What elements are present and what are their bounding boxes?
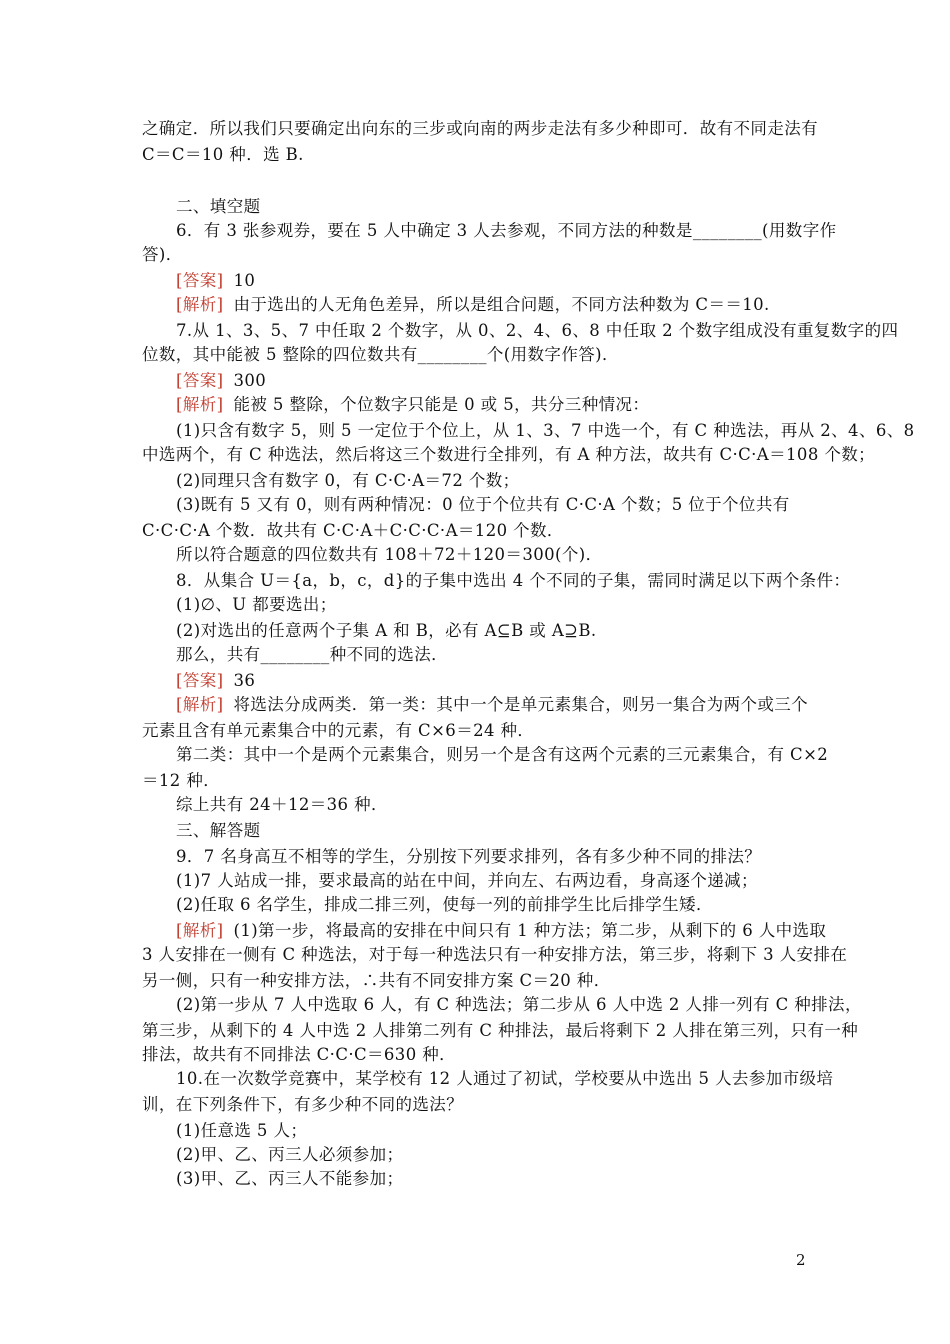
line-text: 位数，其中能被 5 整除的四位数共有________个(用数字作答)． xyxy=(142,345,619,364)
line-text: (2)对选出的任意两个子集 A 和 B，必有 A⊆B 或 A⊇B. xyxy=(176,621,597,640)
text-line xyxy=(142,519,564,543)
line-text: 那么，共有________种不同的选法． xyxy=(176,645,448,664)
line-text: 7.从 1、3、5、7 中任取 2 个数字，从 0、2、4、6、8 中任取 2 个数字组成没有重复数字的四 xyxy=(176,321,899,340)
line-text: 6．有 3 张参观券，要在 5 人中确定 3 人去参观，不同方法的种数是________(用数字作 xyxy=(176,221,837,240)
line-text: 二、填空题 xyxy=(176,197,261,216)
line-text: (2)甲、乙、丙三人必须参加； xyxy=(176,1145,404,1164)
line-text: (2)任取 6 名学生，排成二排三列，使每一列的前排学生比后排学生矮． xyxy=(176,895,713,914)
label-tag: [解析] xyxy=(176,295,224,314)
line-text: 第二类：其中一个是两个元素集合，则另一个是含有这两个元素的三元素集合，有 C×2 xyxy=(176,745,829,764)
line-text: 排法，故共有不同排法 C·C·C＝630 种． xyxy=(142,1045,457,1064)
line-text: (1)只含有数字 5，则 5 一定位于个位上，从 1、3、7 中选一个，有 C 种选法，再从 2、4、6、8 xyxy=(176,421,915,440)
text-line xyxy=(142,343,619,367)
line-text: (3)既有 5 又有 0，则有两种情况：0 位于个位共有 C·C·A 个数；5 位于个位共有 xyxy=(176,495,790,514)
line-text: 10 xyxy=(233,271,256,290)
line-text: 另一侧，只有一种安排方法，∴共有不同安排方案 C＝20 种． xyxy=(142,971,611,990)
text-line xyxy=(176,569,850,593)
line-text: 36 xyxy=(233,671,256,690)
line-text: (3)甲、乙、丙三人不能参加； xyxy=(176,1169,404,1188)
page-number: 2 xyxy=(796,1251,806,1269)
text-line xyxy=(142,1019,858,1043)
text-line xyxy=(176,993,862,1017)
answer-line xyxy=(176,393,649,417)
line-text: 3 人安排在一侧有 C 种选法，对于每一种选法只有一种安排方法，第三步，将剩下 3 人安排在 xyxy=(142,945,848,964)
line-text: 三、解答题 xyxy=(176,821,261,840)
text-line xyxy=(176,619,597,643)
text-line xyxy=(176,319,898,343)
label-tag: [解析] xyxy=(176,695,224,714)
line-text: ＝12 种． xyxy=(142,771,221,790)
text-line xyxy=(176,469,520,493)
text-line xyxy=(142,1043,456,1067)
line-text: C＝C＝10 种．选 B. xyxy=(142,145,304,164)
text-line xyxy=(176,743,828,767)
text-line xyxy=(176,793,388,817)
line-text: 元素且含有单元素集合中的元素，有 C×6＝24 种． xyxy=(142,721,535,740)
line-text: 答)． xyxy=(142,245,183,264)
text-line xyxy=(176,893,713,917)
text-line xyxy=(176,1143,403,1167)
answer-line xyxy=(176,293,770,317)
text-line xyxy=(142,143,304,167)
line-text: 10.在一次数学竞赛中，某学校有 12 人通过了初试，学校要从中选出 5 人去参加市级培 xyxy=(176,1069,834,1088)
label-tag: [答案] xyxy=(176,371,224,390)
label-tag: [答案] xyxy=(176,271,224,290)
answer-line xyxy=(176,669,255,693)
line-text: 第三步，从剩下的 4 人中选 2 人排第二列有 C 种排法，最后将剩下 2 人排在第三列，只有一种 xyxy=(142,1021,859,1040)
text-line xyxy=(176,493,790,517)
label-tag: [解析] xyxy=(176,921,224,940)
line-text: (1)任意选 5 人； xyxy=(176,1121,308,1140)
text-line xyxy=(142,243,183,267)
line-text: (2)同理只含有数字 0，有 C·C·A＝72 个数； xyxy=(176,471,520,490)
text-line xyxy=(176,819,261,843)
text-line xyxy=(142,443,875,467)
line-text: C·C·C·A 个数．故共有 C·C·A＋C·C·C·A＝120 个数． xyxy=(142,521,564,540)
text-line xyxy=(142,719,534,743)
line-text: (1)∅、U 都要选出； xyxy=(176,595,337,614)
line-text: 300 xyxy=(233,371,267,390)
text-line xyxy=(142,943,847,967)
text-line xyxy=(176,869,758,893)
text-line xyxy=(176,1167,403,1191)
text-line xyxy=(142,1093,463,1117)
text-line xyxy=(142,969,611,993)
line-text: 综上共有 24＋12＝36 种． xyxy=(176,795,388,814)
line-text: 训，在下列条件下，有多少种不同的选法？ xyxy=(142,1095,464,1114)
line-text: 之确定．所以我们只要确定出向东的三步或向南的两步走法有多少种即可．故有不同走法有 xyxy=(142,119,818,138)
text-line xyxy=(176,1119,307,1143)
answer-line xyxy=(176,369,266,393)
line-text: 能被 5 整除，个位数字只能是 0 或 5，共分三种情况： xyxy=(233,395,650,414)
text-line xyxy=(142,117,818,141)
text-line xyxy=(176,643,448,667)
line-text: (2)第一步从 7 人中选取 6 人，有 C 种选法；第二步从 6 人中选 2 人排一列有 C 种排法， xyxy=(176,995,862,1014)
text-line xyxy=(176,593,337,617)
answer-line xyxy=(176,919,826,943)
text-line xyxy=(142,769,220,793)
text-line xyxy=(176,195,261,219)
line-text: 将选法分成两类．第一类：其中一个是单元素集合，则另一集合为两个或三个 xyxy=(233,695,809,714)
text-line xyxy=(176,219,837,243)
line-text: (1)7 人站成一排，要求最高的站在中间，并向左、右两边看，身高逐个递减； xyxy=(176,871,758,890)
label-tag: [解析] xyxy=(176,395,224,414)
line-text: 由于选出的人无角色差异，所以是组合问题，不同方法种数为 C＝＝10. xyxy=(233,295,770,314)
text-line xyxy=(176,419,915,443)
line-text: (1)第一步，将最高的安排在中间只有 1 种方法；第二步，从剩下的 6 人中选取 xyxy=(233,921,827,940)
answer-line xyxy=(176,693,808,717)
line-text: 所以符合题意的四位数共有 108＋72＋120＝300(个)． xyxy=(176,545,603,564)
line-text: 9．7 名身高互不相等的学生，分别按下列要求排列，各有多少种不同的排法？ xyxy=(176,847,762,866)
line-text: 中选两个，有 C 种选法，然后将这三个数进行全排列，有 A 种方法，故共有 C·C·A＝108 个数； xyxy=(142,445,876,464)
line-text: 8．从集合 U＝{a，b，c，d}的子集中选出 4 个不同的子集，需同时满足以下两个条件： xyxy=(176,571,851,590)
label-tag: [答案] xyxy=(176,671,224,690)
text-line xyxy=(176,543,603,567)
text-line xyxy=(176,845,761,869)
text-line xyxy=(176,1067,833,1091)
answer-line xyxy=(176,269,255,293)
